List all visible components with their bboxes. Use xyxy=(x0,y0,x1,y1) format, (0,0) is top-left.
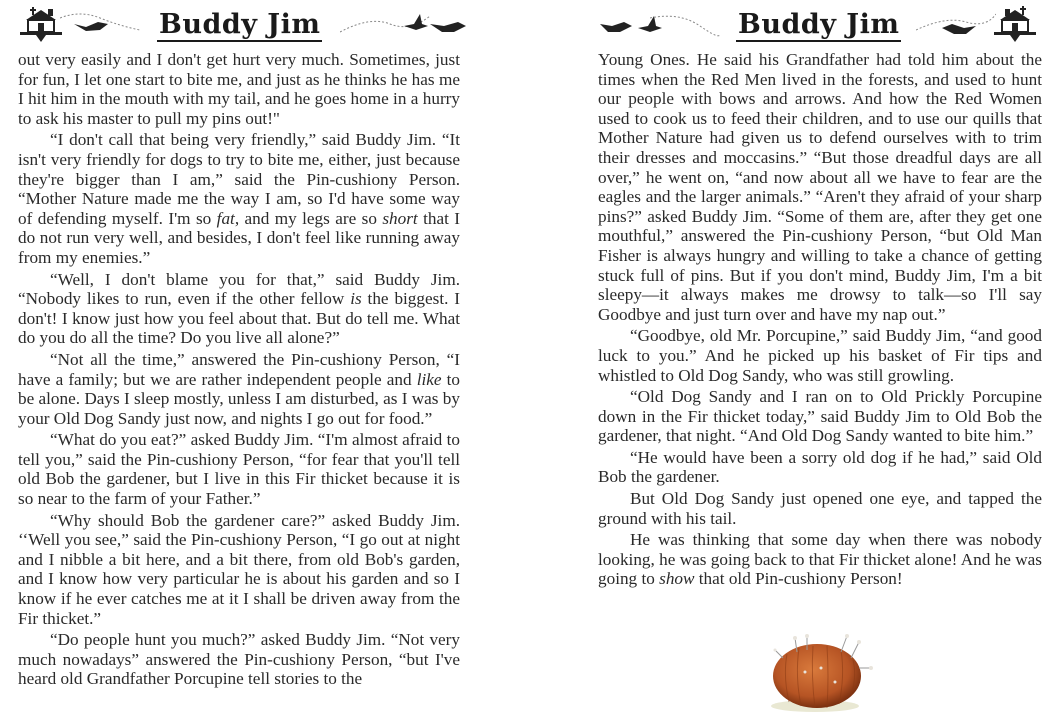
flying-bird-icon xyxy=(428,18,468,38)
running-header-right xyxy=(530,4,1059,46)
page-title: Buddy Jim xyxy=(159,9,321,40)
running-header-left xyxy=(0,4,530,46)
cloud-line-decoration xyxy=(60,10,140,40)
paragraph: He was thinking that some day when there was nobody looking, he was going back to that Fir thicket alone! And he was going to show that old Pin-cushiony Person! xyxy=(598,530,1042,589)
paragraph: “I don't call that being very friendly,” said Buddy Jim. “It isn't very friendly for dogs to try to bite me, either, just because they're bigger than I am,” said the Pin-cushiony Person. “Mother Nature made me the way I am, so I'd have some way of defending myself. I'm so fat, and my legs are so short that I do not run very well, and besides, I don't feel like running away from my enemies.” xyxy=(18,130,461,267)
page-title: Buddy Jim xyxy=(738,9,900,40)
paragraph: “What do you eat?” asked Buddy Jim. “I'm almost afraid to tell you,” said the Pin-cushiony Person, “for fear that you'll tell old Bob the gardener, but I live in this Fir thicket because it is so near to the farm of your Father.” xyxy=(18,430,460,509)
birdhouse-icon xyxy=(992,6,1038,44)
flying-bird-icon xyxy=(598,18,634,36)
birdhouse-icon xyxy=(18,6,64,42)
paragraph: “Do people hunt you much?” asked Buddy Jim. “Not very much nowadays” answered the Pin-cushiony Person, “but I've heard old Grandfather Porcupine tell stories to the xyxy=(18,630,460,689)
cloud-line-decoration xyxy=(650,12,720,40)
pincushion-porcupine-illustration xyxy=(755,628,875,714)
body-text-right xyxy=(598,50,1042,591)
paragraph: out very easily and I don't get hurt very much. Sometimes, just for fun, I let one start to bite me, and just as he thinks he has me I hit him in the mouth with my tail, and he goes home in a hurry to ask his master to pull my pins out!" xyxy=(18,50,460,128)
right-page xyxy=(530,0,1059,721)
flying-bird-icon xyxy=(940,20,978,38)
paragraph: “Why should Bob the gardener care?” asked Buddy Jim. ‘‘Well you see,” said the Pin-cushiony Person, “I go out at night and I nibble a bit here, and a bit there, from old Bob's garden, and I know how very particular he is about his garden and so I know if he ever catches me at it I shall be driven away from the Fir thicket.” xyxy=(18,510,460,628)
paragraph: “He would have been a sorry old dog if he had,” said Old Bob the gardener. xyxy=(598,447,1042,487)
paragraph: “Old Dog Sandy and I ran on to Old Prickly Porcupine down in the Fir thicket today,” said Buddy Jim to Old Bob the gardener, that night. “And Old Dog Sandy wanted to bite him.” xyxy=(598,387,1042,446)
flying-bird-icon xyxy=(400,10,430,34)
paragraph: Young Ones. He said his Grandfather had told him about the times when the Red Men lived in the forests, and used to hunt our people with bows and arrows. And how the Red Women used to cook us to feed their children, and to use our quills that Mother Nature had given us to defend ourselves with to trim their dresses and moccasins.” “But those dreadful days are all over,” he went on, “and now about all we have to fear are the eagles and the larger animals.” “Aren't they afraid of your sharp pins?” asked Buddy Jim. “Some of them are, after they get one mouthful,” answered the Pin-cushiony Person, “but Old Man Fisher is always hungry and willing to take a chance of getting stuck full of pins. But if you don't mind, Buddy Jim, I'm a bit sleepy—it always makes me drowsy to talk—so I'll say Goodbye and just turn over and have my nap out.” xyxy=(598,50,1042,324)
paragraph: “Not all the time,” answered the Pin-cushiony Person, “I have a family; but we are rather independent people and like to be alone. Days I sleep mostly, unless I am disturbed, as I was by your Old Dog Sandy just now, and nights I go out for food.” xyxy=(18,349,460,428)
paragraph: But Old Dog Sandy just opened one eye, and tapped the ground with his tail. xyxy=(598,489,1042,528)
paragraph: “Goodbye, old Mr. Porcupine,” said Buddy Jim, “and good luck to you.” And he picked up his basket of Fir tips and whistled to Old Dog Sandy, who was still growling. xyxy=(598,326,1042,385)
body-text-left xyxy=(18,50,460,691)
paragraph: “Well, I don't blame you for that,” said Buddy Jim. “Nobody likes to run, even if the other fellow is the biggest. I don't! I know just how you feel about that. But do tell me. What do you do all the time? Do you live all alone?” xyxy=(18,269,460,348)
